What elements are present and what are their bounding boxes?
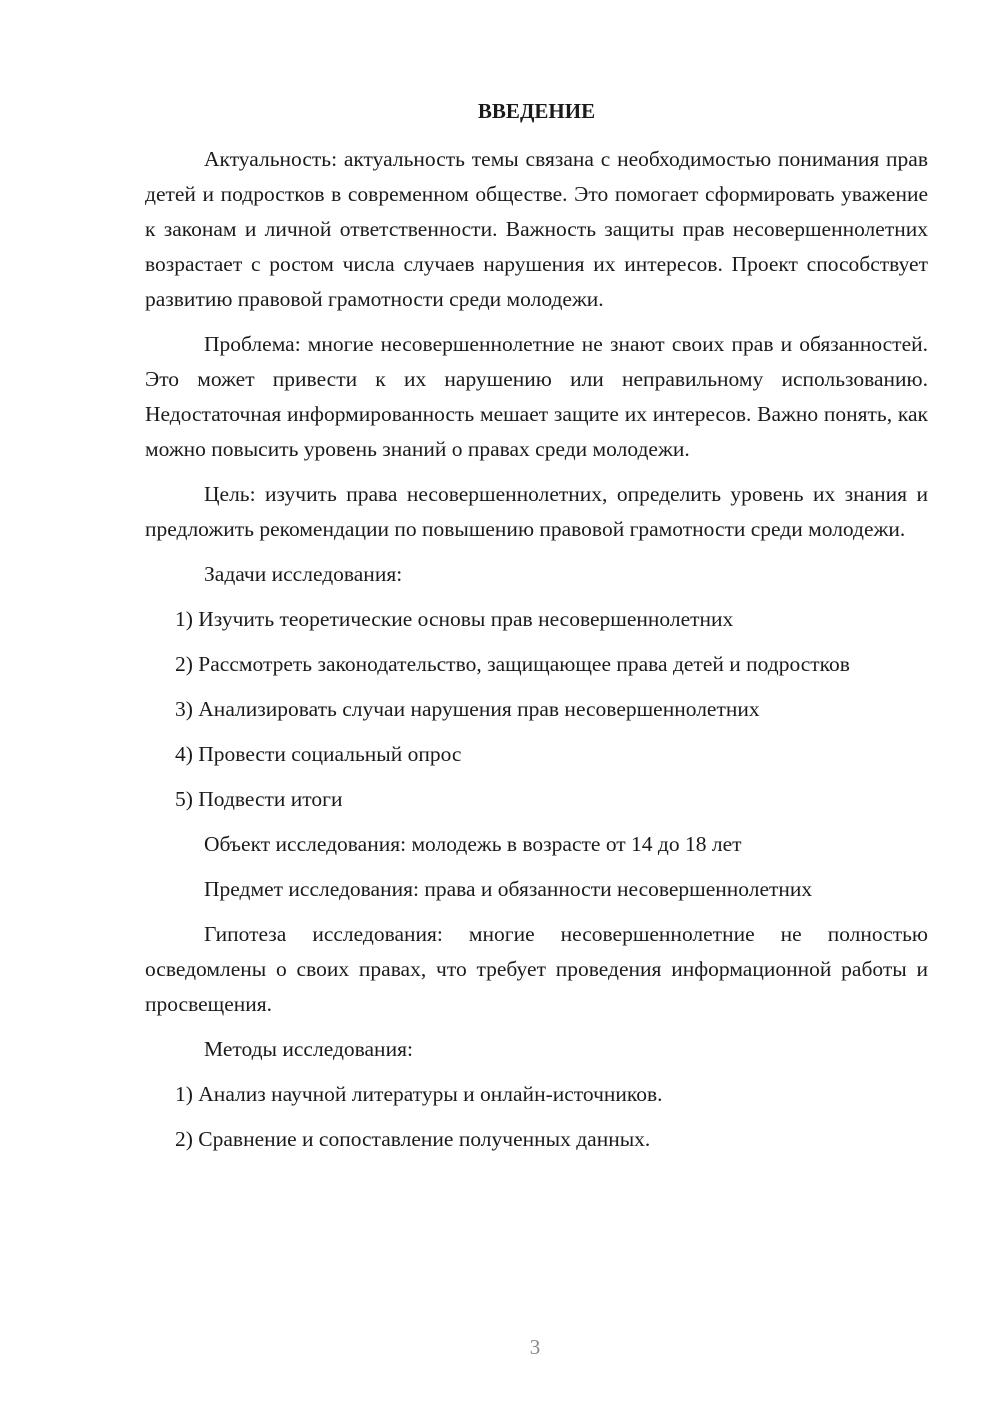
section-title: ВВЕДЕНИЕ (477, 99, 596, 123)
method-item-1: 1) Анализ научной литературы и онлайн-источников. (175, 1082, 663, 1106)
methods-heading: Методы исследования: (204, 1037, 413, 1061)
relevance-paragraph: Актуальность: актуальность темы связана с необходимостью понимания прав детей и подростков в современном обществе. Это помогает сформировать уважение к законам и личной ответственности. Важность защиты прав несовершеннолетних возрастает с ростом числа случаев нарушения их интересов. Проект способствует развитию правовой грамотности среди молодежи. (145, 147, 928, 311)
task-item-3: 3) Анализировать случаи нарушения прав несовершеннолетних (175, 697, 760, 721)
object-paragraph: Объект исследования: молодежь в возрасте от 14 до 18 лет (204, 832, 742, 856)
task-item-5: 5) Подвести итоги (175, 787, 343, 811)
task-item-2: 2) Рассмотреть законодательство, защищающее права детей и подростков (175, 652, 850, 676)
task-item-4: 4) Провести социальный опрос (175, 742, 462, 766)
problem-paragraph: Проблема: многие несовершеннолетние не знают своих прав и обязанностей. Это может привести к их нарушению или неправильному использованию. Недостаточная информированность мешает защите их интересов. Важно понять, как можно повысить уровень знаний о правах среди молодежи. (145, 332, 928, 461)
page-number: 3 (529, 1335, 541, 1359)
page-content (145, 94, 928, 1167)
goal-paragraph: Цель: изучить права несовершеннолетних, определить уровень их знания и предложить рекомендации по повышению правовой грамотности среди молодежи. (145, 482, 928, 541)
hypothesis-paragraph: Гипотеза исследования: многие несовершеннолетние не полностью осведомлены о своих правах, что требует проведения информационной работы и просвещения. (145, 922, 928, 1016)
tasks-heading: Задачи исследования: (204, 562, 403, 586)
task-item-1: 1) Изучить теоретические основы прав несовершеннолетних (175, 607, 734, 631)
subject-paragraph: Предмет исследования: права и обязанности несовершеннолетних (204, 877, 813, 901)
method-item-2: 2) Сравнение и сопоставление полученных данных. (175, 1127, 651, 1151)
